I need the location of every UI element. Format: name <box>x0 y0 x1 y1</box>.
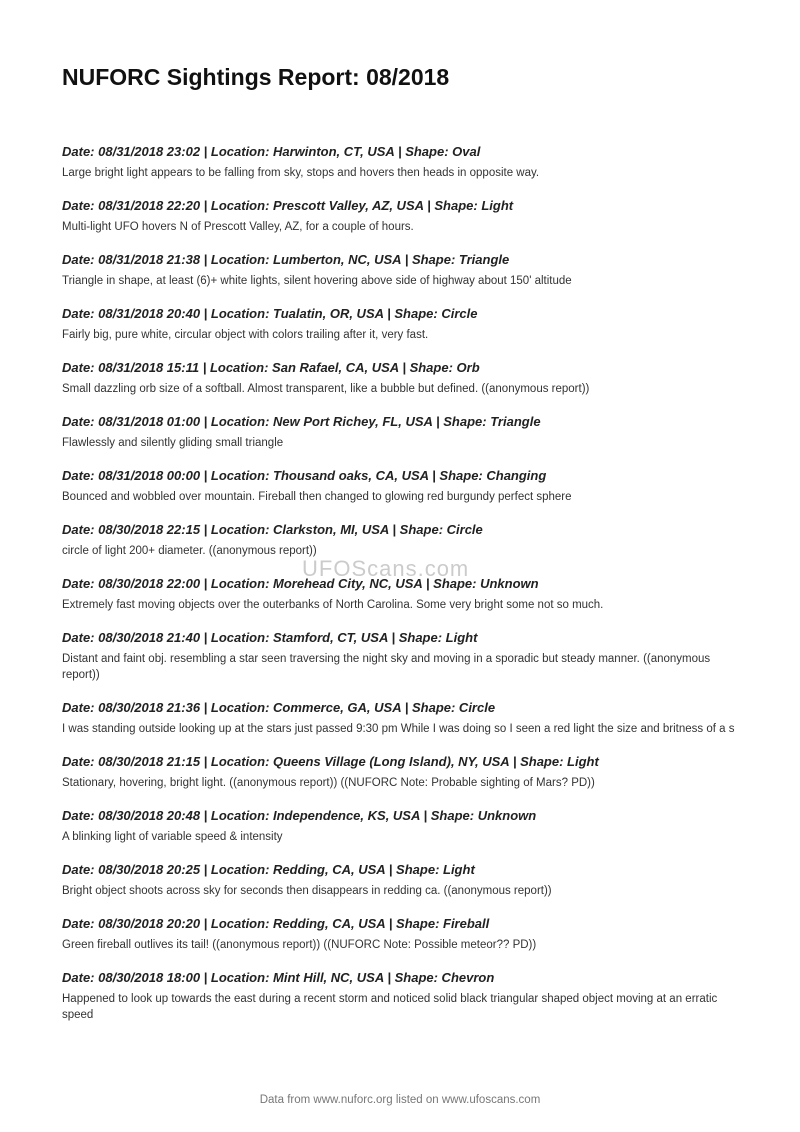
sighting-description: Multi-light UFO hovers N of Prescott Valley, AZ, for a couple of hours. <box>62 221 414 233</box>
sighting-description: Large bright light appears to be falling from sky, stops and hovers then heads in opposite way. <box>62 167 540 179</box>
watermark: UFOScans.com <box>302 556 470 581</box>
sighting-header: Date: 08/30/2018 22:15 | Location: Clarkston, MI, USA | Shape: Circle <box>62 522 483 537</box>
sighting-header: Date: 08/31/2018 00:00 | Location: Thousand oaks, CA, USA | Shape: Changing <box>62 468 547 483</box>
sighting-entry <box>62 630 742 683</box>
sighting-description: A blinking light of variable speed & intensity <box>62 831 283 843</box>
footer: Data from www.nuforc.org listed on www.ufoscans.com <box>259 1094 541 1106</box>
sighting-entry <box>62 414 742 451</box>
sighting-description: Extremely fast moving objects over the outerbanks of North Carolina. Some very bright some not so much. <box>62 599 604 611</box>
sighting-description: Triangle in shape, at least (6)+ white lights, silent hovering above side of highway about 150' altitude <box>62 275 572 287</box>
sighting-entry <box>62 360 742 397</box>
sighting-entry <box>62 700 742 737</box>
sighting-description: Flawlessly and silently gliding small triangle <box>62 437 284 449</box>
sighting-header: Date: 08/30/2018 22:00 | Location: Morehead City, NC, USA | Shape: Unknown <box>62 576 539 591</box>
sighting-header: Date: 08/30/2018 18:00 | Location: Mint Hill, NC, USA | Shape: Chevron <box>62 970 495 985</box>
sighting-header: Date: 08/30/2018 21:15 | Location: Queens Village (Long Island), NY, USA | Shape: Light <box>62 754 599 769</box>
sighting-description: Green fireball outlives its tail! ((anonymous report)) ((NUFORC Note: Possible meteor?? PD)) <box>62 939 537 951</box>
sighting-entry <box>62 576 742 613</box>
sighting-entry <box>62 144 742 181</box>
sighting-entry <box>62 970 742 1023</box>
sighting-description: Small dazzling orb size of a softball. Almost transparent, like a bubble but defined. ((anonymous report)) <box>62 383 590 395</box>
sighting-header: Date: 08/31/2018 22:20 | Location: Prescott Valley, AZ, USA | Shape: Light <box>62 198 514 213</box>
sighting-description: circle of light 200+ diameter. ((anonymous report)) <box>62 545 317 557</box>
sighting-header: Date: 08/30/2018 20:48 | Location: Independence, KS, USA | Shape: Unknown <box>62 808 537 823</box>
sighting-entry <box>62 862 742 899</box>
sighting-entry <box>62 808 742 845</box>
sighting-description: Bounced and wobbled over mountain. Fireball then changed to glowing red burgundy perfect sphere <box>62 491 572 503</box>
sighting-entry <box>62 306 742 343</box>
sighting-description: Happened to look up towards the east during a recent storm and noticed solid black triangular shaped object moving at an erratic speed <box>62 993 718 1021</box>
sighting-description: I was standing outside looking up at the stars just passed 9:30 pm While I was doing so I seen a red light the size and britness of a s <box>62 723 735 735</box>
sighting-entry <box>62 754 742 791</box>
sighting-entry <box>62 198 742 235</box>
sighting-header: Date: 08/31/2018 23:02 | Location: Harwinton, CT, USA | Shape: Oval <box>62 144 481 159</box>
page-title: NUFORC Sightings Report: 08/2018 <box>62 64 450 90</box>
sighting-entry <box>62 522 742 559</box>
sighting-entry <box>62 468 742 505</box>
sighting-header: Date: 08/31/2018 15:11 | Location: San Rafael, CA, USA | Shape: Orb <box>62 360 480 375</box>
sighting-header: Date: 08/31/2018 20:40 | Location: Tualatin, OR, USA | Shape: Circle <box>62 306 478 321</box>
sightings-list <box>62 144 742 1040</box>
sighting-description: Distant and faint obj. resembling a star seen traversing the night sky and moving in a sporadic but steady manner. ((anonymous report)) <box>62 653 711 681</box>
sighting-header: Date: 08/30/2018 20:25 | Location: Redding, CA, USA | Shape: Light <box>62 862 475 877</box>
sighting-entry <box>62 252 742 289</box>
sighting-header: Date: 08/30/2018 20:20 | Location: Redding, CA, USA | Shape: Fireball <box>62 916 490 931</box>
sighting-header: Date: 08/30/2018 21:36 | Location: Commerce, GA, USA | Shape: Circle <box>62 700 496 715</box>
sighting-header: Date: 08/30/2018 21:40 | Location: Stamford, CT, USA | Shape: Light <box>62 630 478 645</box>
sighting-description: Fairly big, pure white, circular object with colors trailing after it, very fast. <box>62 329 429 341</box>
sighting-description: Stationary, hovering, bright light. ((anonymous report)) ((NUFORC Note: Probable sighting of Mars? PD)) <box>62 777 595 789</box>
sighting-description: Bright object shoots across sky for seconds then disappears in redding ca. ((anonymous report)) <box>62 885 552 897</box>
sighting-entry <box>62 916 742 953</box>
sighting-header: Date: 08/31/2018 01:00 | Location: New Port Richey, FL, USA | Shape: Triangle <box>62 414 541 429</box>
sighting-header: Date: 08/31/2018 21:38 | Location: Lumberton, NC, USA | Shape: Triangle <box>62 252 510 267</box>
